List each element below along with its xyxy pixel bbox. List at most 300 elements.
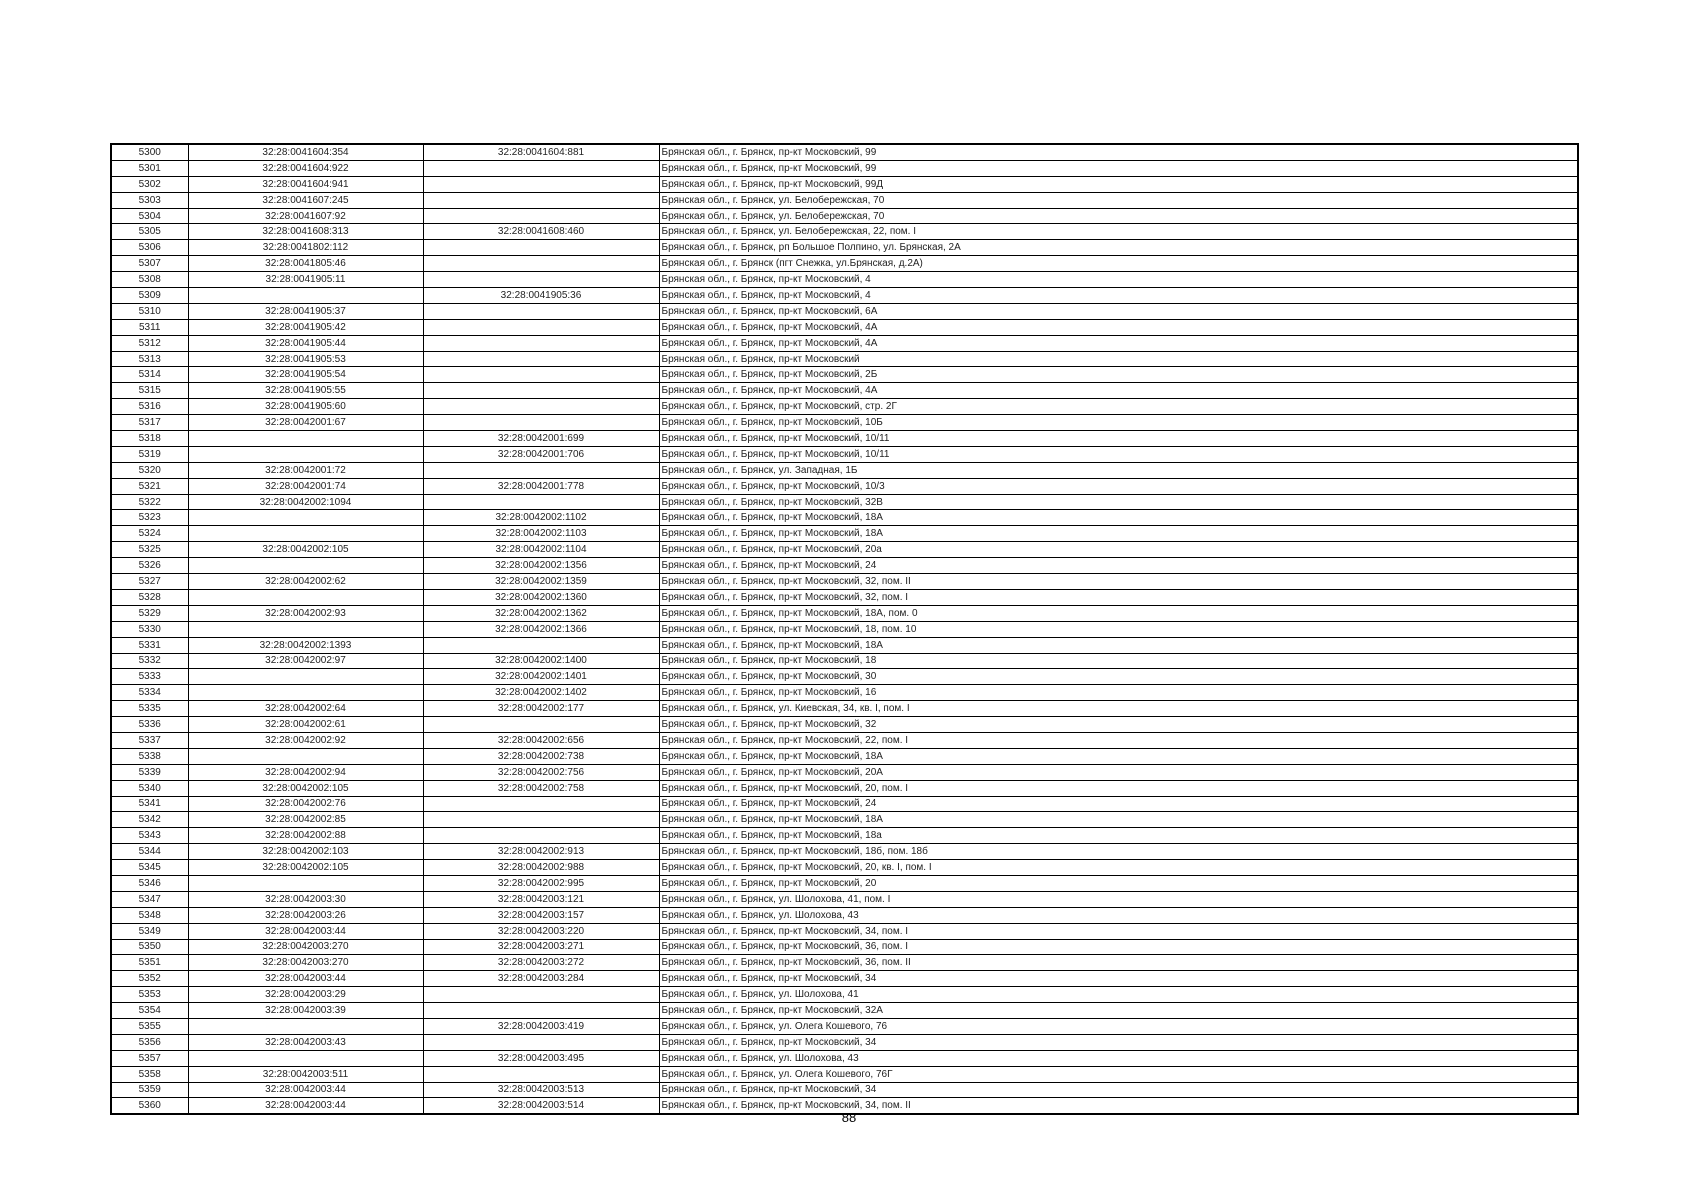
cadastral-number-cell xyxy=(188,685,423,701)
cadastral-number-cell: 32:28:0042002:97 xyxy=(188,653,423,669)
cadastral-number-cell: 32:28:0041905:44 xyxy=(188,335,423,351)
address-cell: Брянская обл., г. Брянск, ул. Киевская, 34, кв. I, пом. I xyxy=(659,701,1578,717)
cadastral-number-cell: 32:28:0042002:94 xyxy=(188,764,423,780)
row-number-cell: 5341 xyxy=(111,796,188,812)
row-number-cell: 5355 xyxy=(111,1018,188,1034)
premises-number-cell xyxy=(423,415,659,431)
premises-number-cell xyxy=(423,828,659,844)
premises-number-cell xyxy=(423,812,659,828)
address-cell: Брянская обл., г. Брянск, пр-кт Московский, 10Б xyxy=(659,415,1578,431)
row-number-cell: 5321 xyxy=(111,478,188,494)
row-number-cell: 5328 xyxy=(111,589,188,605)
address-cell: Брянская обл., г. Брянск, пр-кт Московский, 4 xyxy=(659,272,1578,288)
row-number-cell: 5360 xyxy=(111,1098,188,1114)
premises-number-cell: 32:28:0042003:121 xyxy=(423,891,659,907)
row-number-cell: 5313 xyxy=(111,351,188,367)
cadastral-number-cell: 32:28:0042003:29 xyxy=(188,987,423,1003)
cadastral-number-cell: 32:28:0042003:270 xyxy=(188,955,423,971)
premises-number-cell: 32:28:0042002:758 xyxy=(423,780,659,796)
cadastral-number-cell xyxy=(188,1050,423,1066)
table-row xyxy=(111,272,1578,288)
premises-number-cell: 32:28:0042001:706 xyxy=(423,446,659,462)
premises-number-cell: 32:28:0042003:271 xyxy=(423,939,659,955)
table-row xyxy=(111,1082,1578,1098)
premises-number-cell: 32:28:0042002:1401 xyxy=(423,669,659,685)
row-number-cell: 5336 xyxy=(111,717,188,733)
cadastral-number-cell xyxy=(188,526,423,542)
row-number-cell: 5351 xyxy=(111,955,188,971)
cadastral-number-cell: 32:28:0042003:39 xyxy=(188,1003,423,1019)
table-row xyxy=(111,335,1578,351)
address-cell: Брянская обл., г. Брянск, пр-кт Московский, 22, пом. I xyxy=(659,732,1578,748)
premises-number-cell xyxy=(423,272,659,288)
premises-number-cell: 32:28:0041608:460 xyxy=(423,224,659,240)
row-number-cell: 5324 xyxy=(111,526,188,542)
table-row xyxy=(111,383,1578,399)
address-cell: Брянская обл., г. Брянск, пр-кт Московский, 24 xyxy=(659,558,1578,574)
premises-number-cell: 32:28:0042002:913 xyxy=(423,844,659,860)
table-row xyxy=(111,192,1578,208)
address-cell: Брянская обл., г. Брянск, пр-кт Московский, 20а xyxy=(659,542,1578,558)
cadastral-number-cell xyxy=(188,431,423,447)
cadastral-number-cell: 32:28:0042003:44 xyxy=(188,1082,423,1098)
table-row xyxy=(111,160,1578,176)
table-row xyxy=(111,780,1578,796)
row-number-cell: 5316 xyxy=(111,399,188,415)
cadastral-number-cell: 32:28:0041608:313 xyxy=(188,224,423,240)
row-number-cell: 5305 xyxy=(111,224,188,240)
table-row xyxy=(111,526,1578,542)
address-cell: Брянская обл., г. Брянск, пр-кт Московский, 16 xyxy=(659,685,1578,701)
page-number: 88 xyxy=(841,1110,857,1125)
table-row xyxy=(111,621,1578,637)
table-row xyxy=(111,844,1578,860)
cadastral-number-cell: 32:28:0041905:11 xyxy=(188,272,423,288)
row-number-cell: 5353 xyxy=(111,987,188,1003)
cadastral-number-cell xyxy=(188,669,423,685)
table-row xyxy=(111,256,1578,272)
table-body xyxy=(111,144,1578,1114)
row-number-cell: 5335 xyxy=(111,701,188,717)
cadastral-number-cell: 32:28:0041805:46 xyxy=(188,256,423,272)
premises-number-cell: 32:28:0042002:1402 xyxy=(423,685,659,701)
cadastral-number-cell: 32:28:0042002:105 xyxy=(188,542,423,558)
table-row xyxy=(111,891,1578,907)
cadastral-number-cell: 32:28:0042002:76 xyxy=(188,796,423,812)
cadastral-number-cell: 32:28:0041607:245 xyxy=(188,192,423,208)
address-cell: Брянская обл., г. Брянск, пр-кт Московский, 18А, пом. 0 xyxy=(659,605,1578,621)
premises-number-cell: 32:28:0041905:36 xyxy=(423,288,659,304)
cadastral-number-cell: 32:28:0042002:61 xyxy=(188,717,423,733)
table-row xyxy=(111,367,1578,383)
cadastral-number-cell: 32:28:0042003:43 xyxy=(188,1034,423,1050)
cadastral-number-cell: 32:28:0042003:26 xyxy=(188,907,423,923)
address-cell: Брянская обл., г. Брянск, пр-кт Московский, 10/3 xyxy=(659,478,1578,494)
row-number-cell: 5340 xyxy=(111,780,188,796)
address-cell: Брянская обл., г. Брянск, пр-кт Московский, 34 xyxy=(659,1034,1578,1050)
cadastral-number-cell xyxy=(188,288,423,304)
address-cell: Брянская обл., г. Брянск, пр-кт Московский, 4 xyxy=(659,288,1578,304)
table-row xyxy=(111,1050,1578,1066)
address-cell: Брянская обл., г. Брянск, пр-кт Московский, 4А xyxy=(659,335,1578,351)
table-row xyxy=(111,701,1578,717)
address-cell: Брянская обл., г. Брянск, пр-кт Московский, 18А xyxy=(659,510,1578,526)
row-number-cell: 5342 xyxy=(111,812,188,828)
premises-number-cell xyxy=(423,494,659,510)
cadastral-number-cell: 32:28:0041604:922 xyxy=(188,160,423,176)
table-row xyxy=(111,669,1578,685)
address-cell: Брянская обл., г. Брянск (пгт Снежка, ул.Брянская, д.2А) xyxy=(659,256,1578,272)
cadastral-number-cell: 32:28:0042002:88 xyxy=(188,828,423,844)
table-row xyxy=(111,431,1578,447)
address-cell: Брянская обл., г. Брянск, ул. Белобережская, 22, пом. I xyxy=(659,224,1578,240)
address-cell: Брянская обл., г. Брянск, пр-кт Московский, 2Б xyxy=(659,367,1578,383)
address-cell: Брянская обл., г. Брянск, ул. Шолохова, 43 xyxy=(659,907,1578,923)
address-cell: Брянская обл., г. Брянск, рп Большое Полпино, ул. Брянская, 2А xyxy=(659,240,1578,256)
cadastral-number-cell: 32:28:0042002:92 xyxy=(188,732,423,748)
premises-number-cell: 32:28:0042002:1103 xyxy=(423,526,659,542)
row-number-cell: 5315 xyxy=(111,383,188,399)
table-row xyxy=(111,860,1578,876)
row-number-cell: 5310 xyxy=(111,303,188,319)
address-cell: Брянская обл., г. Брянск, пр-кт Московский, 18А xyxy=(659,748,1578,764)
row-number-cell: 5303 xyxy=(111,192,188,208)
premises-number-cell xyxy=(423,399,659,415)
table-row xyxy=(111,685,1578,701)
address-cell: Брянская обл., г. Брянск, пр-кт Московский, 36, пом. II xyxy=(659,955,1578,971)
premises-number-cell: 32:28:0042002:1366 xyxy=(423,621,659,637)
address-cell: Брянская обл., г. Брянск, пр-кт Московский, 34, пом. I xyxy=(659,923,1578,939)
cadastral-number-cell xyxy=(188,446,423,462)
table-row xyxy=(111,288,1578,304)
cadastral-number-cell xyxy=(188,589,423,605)
row-number-cell: 5325 xyxy=(111,542,188,558)
cadastral-number-cell: 32:28:0042002:62 xyxy=(188,574,423,590)
cadastral-number-cell: 32:28:0042003:511 xyxy=(188,1066,423,1082)
row-number-cell: 5346 xyxy=(111,875,188,891)
address-cell: Брянская обл., г. Брянск, пр-кт Московский, 34 xyxy=(659,1082,1578,1098)
table-row xyxy=(111,319,1578,335)
cadastral-number-cell: 32:28:0042003:44 xyxy=(188,1098,423,1114)
table-row xyxy=(111,351,1578,367)
table-row xyxy=(111,987,1578,1003)
address-cell: Брянская обл., г. Брянск, ул. Шолохова, 41, пом. I xyxy=(659,891,1578,907)
address-cell: Брянская обл., г. Брянск, пр-кт Московский, 20, кв. I, пом. I xyxy=(659,860,1578,876)
row-number-cell: 5312 xyxy=(111,335,188,351)
table-row xyxy=(111,605,1578,621)
premises-number-cell: 32:28:0041604:881 xyxy=(423,144,659,160)
row-number-cell: 5339 xyxy=(111,764,188,780)
table-row xyxy=(111,574,1578,590)
table-row xyxy=(111,971,1578,987)
premises-number-cell xyxy=(423,351,659,367)
row-number-cell: 5330 xyxy=(111,621,188,637)
address-cell: Брянская обл., г. Брянск, пр-кт Московский, 18А xyxy=(659,526,1578,542)
premises-number-cell: 32:28:0042002:1359 xyxy=(423,574,659,590)
row-number-cell: 5358 xyxy=(111,1066,188,1082)
cadastral-number-cell: 32:28:0042002:64 xyxy=(188,701,423,717)
address-cell: Брянская обл., г. Брянск, пр-кт Московский, 18А xyxy=(659,637,1578,653)
premises-number-cell: 32:28:0042002:1102 xyxy=(423,510,659,526)
cadastral-number-cell: 32:28:0041905:55 xyxy=(188,383,423,399)
table-row xyxy=(111,478,1578,494)
row-number-cell: 5302 xyxy=(111,176,188,192)
row-number-cell: 5329 xyxy=(111,605,188,621)
address-cell: Брянская обл., г. Брянск, пр-кт Московский, 4А xyxy=(659,383,1578,399)
row-number-cell: 5327 xyxy=(111,574,188,590)
premises-number-cell xyxy=(423,192,659,208)
table-row xyxy=(111,955,1578,971)
table-row xyxy=(111,653,1578,669)
table-row xyxy=(111,812,1578,828)
row-number-cell: 5301 xyxy=(111,160,188,176)
cadastral-number-cell: 32:28:0042002:105 xyxy=(188,860,423,876)
premises-number-cell xyxy=(423,335,659,351)
cadastral-number-cell: 32:28:0042001:72 xyxy=(188,462,423,478)
premises-number-cell: 32:28:0042003:220 xyxy=(423,923,659,939)
premises-number-cell xyxy=(423,637,659,653)
table-row xyxy=(111,748,1578,764)
cadastral-number-cell: 32:28:0042001:74 xyxy=(188,478,423,494)
row-number-cell: 5349 xyxy=(111,923,188,939)
address-cell: Брянская обл., г. Брянск, пр-кт Московский, 18б, пом. 18б xyxy=(659,844,1578,860)
row-number-cell: 5348 xyxy=(111,907,188,923)
table-row xyxy=(111,907,1578,923)
row-number-cell: 5359 xyxy=(111,1082,188,1098)
row-number-cell: 5350 xyxy=(111,939,188,955)
cadastral-number-cell: 32:28:0041905:53 xyxy=(188,351,423,367)
premises-number-cell xyxy=(423,367,659,383)
premises-number-cell: 32:28:0042003:284 xyxy=(423,971,659,987)
address-cell: Брянская обл., г. Брянск, пр-кт Московский, 10/11 xyxy=(659,446,1578,462)
row-number-cell: 5323 xyxy=(111,510,188,526)
address-cell: Брянская обл., г. Брянск, пр-кт Московский, стр. 2Г xyxy=(659,399,1578,415)
cadastral-number-cell: 32:28:0042002:93 xyxy=(188,605,423,621)
premises-number-cell xyxy=(423,462,659,478)
row-number-cell: 5347 xyxy=(111,891,188,907)
row-number-cell: 5337 xyxy=(111,732,188,748)
premises-number-cell xyxy=(423,1066,659,1082)
table-row xyxy=(111,589,1578,605)
table-row xyxy=(111,176,1578,192)
address-cell: Брянская обл., г. Брянск, пр-кт Московский, 36, пом. I xyxy=(659,939,1578,955)
address-cell: Брянская обл., г. Брянск, пр-кт Московский, 99 xyxy=(659,160,1578,176)
row-number-cell: 5319 xyxy=(111,446,188,462)
address-cell: Брянская обл., г. Брянск, пр-кт Московский, 32, пом. I xyxy=(659,589,1578,605)
cadastral-number-cell xyxy=(188,1018,423,1034)
premises-number-cell: 32:28:0042003:495 xyxy=(423,1050,659,1066)
address-cell: Брянская обл., г. Брянск, пр-кт Московский, 32В xyxy=(659,494,1578,510)
address-cell: Брянская обл., г. Брянск, пр-кт Московский, 34 xyxy=(659,971,1578,987)
cadastral-number-cell: 32:28:0042002:103 xyxy=(188,844,423,860)
premises-number-cell: 32:28:0042001:778 xyxy=(423,478,659,494)
table-row xyxy=(111,446,1578,462)
premises-number-cell: 32:28:0042002:1400 xyxy=(423,653,659,669)
row-number-cell: 5311 xyxy=(111,319,188,335)
cadastral-number-cell: 32:28:0042003:44 xyxy=(188,971,423,987)
address-cell: Брянская обл., г. Брянск, ул. Белобережская, 70 xyxy=(659,208,1578,224)
premises-number-cell: 32:28:0042002:1104 xyxy=(423,542,659,558)
row-number-cell: 5333 xyxy=(111,669,188,685)
address-cell: Брянская обл., г. Брянск, пр-кт Московский, 34, пом. II xyxy=(659,1098,1578,1114)
address-cell: Брянская обл., г. Брянск, пр-кт Московский, 18А xyxy=(659,812,1578,828)
table-row xyxy=(111,494,1578,510)
table-row xyxy=(111,240,1578,256)
cadastral-number-cell: 32:28:0041905:42 xyxy=(188,319,423,335)
cadastral-number-cell xyxy=(188,510,423,526)
premises-number-cell xyxy=(423,796,659,812)
premises-number-cell xyxy=(423,208,659,224)
row-number-cell: 5306 xyxy=(111,240,188,256)
premises-number-cell xyxy=(423,319,659,335)
cadastral-number-cell: 32:28:0041604:941 xyxy=(188,176,423,192)
premises-number-cell xyxy=(423,256,659,272)
row-number-cell: 5309 xyxy=(111,288,188,304)
premises-number-cell xyxy=(423,717,659,733)
address-cell: Брянская обл., г. Брянск, пр-кт Московский xyxy=(659,351,1578,367)
row-number-cell: 5304 xyxy=(111,208,188,224)
address-cell: Брянская обл., г. Брянск, пр-кт Московский, 30 xyxy=(659,669,1578,685)
address-cell: Брянская обл., г. Брянск, ул. Олега Кошевого, 76 xyxy=(659,1018,1578,1034)
premises-number-cell: 32:28:0042002:1360 xyxy=(423,589,659,605)
premises-number-cell xyxy=(423,987,659,1003)
cadastral-number-cell: 32:28:0041905:37 xyxy=(188,303,423,319)
table-row xyxy=(111,1066,1578,1082)
cadastral-number-cell: 32:28:0041905:60 xyxy=(188,399,423,415)
premises-number-cell: 32:28:0042002:1356 xyxy=(423,558,659,574)
row-number-cell: 5345 xyxy=(111,860,188,876)
row-number-cell: 5317 xyxy=(111,415,188,431)
row-number-cell: 5344 xyxy=(111,844,188,860)
address-cell: Брянская обл., г. Брянск, пр-кт Московский, 10/11 xyxy=(659,431,1578,447)
table-row xyxy=(111,542,1578,558)
premises-number-cell xyxy=(423,1034,659,1050)
cadastral-number-cell: 32:28:0041802:112 xyxy=(188,240,423,256)
cadastral-number-cell: 32:28:0042002:105 xyxy=(188,780,423,796)
document-sheet xyxy=(110,143,1577,1115)
address-cell: Брянская обл., г. Брянск, пр-кт Московский, 32, пом. II xyxy=(659,574,1578,590)
cadastral-number-cell: 32:28:0041607:92 xyxy=(188,208,423,224)
table-row xyxy=(111,415,1578,431)
premises-number-cell: 32:28:0042002:988 xyxy=(423,860,659,876)
cadastral-number-cell: 32:28:0042003:270 xyxy=(188,939,423,955)
premises-number-cell: 32:28:0042003:157 xyxy=(423,907,659,923)
cadastral-number-cell xyxy=(188,621,423,637)
address-cell: Брянская обл., г. Брянск, пр-кт Московский, 20, пом. I xyxy=(659,780,1578,796)
table-row xyxy=(111,1003,1578,1019)
address-cell: Брянская обл., г. Брянск, пр-кт Московский, 99Д xyxy=(659,176,1578,192)
row-number-cell: 5300 xyxy=(111,144,188,160)
cadastral-number-cell: 32:28:0041905:54 xyxy=(188,367,423,383)
premises-number-cell: 32:28:0042003:514 xyxy=(423,1098,659,1114)
address-cell: Брянская обл., г. Брянск, ул. Олега Кошевого, 76Г xyxy=(659,1066,1578,1082)
cadastral-number-cell xyxy=(188,875,423,891)
table-row xyxy=(111,558,1578,574)
cadastral-number-cell: 32:28:0042001:67 xyxy=(188,415,423,431)
address-cell: Брянская обл., г. Брянск, пр-кт Московский, 18, пом. 10 xyxy=(659,621,1578,637)
cadastral-number-cell: 32:28:0042003:44 xyxy=(188,923,423,939)
premises-number-cell xyxy=(423,160,659,176)
table-row xyxy=(111,462,1578,478)
row-number-cell: 5354 xyxy=(111,1003,188,1019)
premises-number-cell xyxy=(423,1003,659,1019)
premises-number-cell: 32:28:0042003:419 xyxy=(423,1018,659,1034)
premises-number-cell: 32:28:0042001:699 xyxy=(423,431,659,447)
premises-number-cell: 32:28:0042002:656 xyxy=(423,732,659,748)
table-row xyxy=(111,224,1578,240)
address-cell: Брянская обл., г. Брянск, пр-кт Московский, 32А xyxy=(659,1003,1578,1019)
row-number-cell: 5332 xyxy=(111,653,188,669)
address-cell: Брянская обл., г. Брянск, ул. Шолохова, 41 xyxy=(659,987,1578,1003)
row-number-cell: 5352 xyxy=(111,971,188,987)
premises-number-cell: 32:28:0042002:177 xyxy=(423,701,659,717)
address-cell: Брянская обл., г. Брянск, пр-кт Московский, 18 xyxy=(659,653,1578,669)
table-row xyxy=(111,923,1578,939)
address-cell: Брянская обл., г. Брянск, пр-кт Московский, 99 xyxy=(659,144,1578,160)
table-row xyxy=(111,303,1578,319)
cadastral-number-cell xyxy=(188,558,423,574)
table-row xyxy=(111,796,1578,812)
address-cell: Брянская обл., г. Брянск, пр-кт Московский, 4А xyxy=(659,319,1578,335)
row-number-cell: 5356 xyxy=(111,1034,188,1050)
address-cell: Брянская обл., г. Брянск, пр-кт Московский, 18а xyxy=(659,828,1578,844)
row-number-cell: 5343 xyxy=(111,828,188,844)
premises-number-cell xyxy=(423,240,659,256)
address-cell: Брянская обл., г. Брянск, ул. Белобережская, 70 xyxy=(659,192,1578,208)
row-number-cell: 5334 xyxy=(111,685,188,701)
address-cell: Брянская обл., г. Брянск, ул. Шолохова, 43 xyxy=(659,1050,1578,1066)
row-number-cell: 5331 xyxy=(111,637,188,653)
cadastral-number-cell: 32:28:0042002:1094 xyxy=(188,494,423,510)
premises-number-cell: 32:28:0042002:738 xyxy=(423,748,659,764)
table-row xyxy=(111,510,1578,526)
cadastral-number-cell xyxy=(188,748,423,764)
address-cell: Брянская обл., г. Брянск, пр-кт Московский, 24 xyxy=(659,796,1578,812)
cadastral-number-cell: 32:28:0042003:30 xyxy=(188,891,423,907)
table-row xyxy=(111,875,1578,891)
row-number-cell: 5326 xyxy=(111,558,188,574)
row-number-cell: 5322 xyxy=(111,494,188,510)
row-number-cell: 5307 xyxy=(111,256,188,272)
table-row xyxy=(111,828,1578,844)
row-number-cell: 5318 xyxy=(111,431,188,447)
table-row xyxy=(111,399,1578,415)
property-table xyxy=(110,143,1579,1115)
table-row xyxy=(111,208,1578,224)
address-cell: Брянская обл., г. Брянск, пр-кт Московский, 32 xyxy=(659,717,1578,733)
table-row xyxy=(111,1018,1578,1034)
table-row xyxy=(111,764,1578,780)
row-number-cell: 5308 xyxy=(111,272,188,288)
table-row xyxy=(111,1034,1578,1050)
cadastral-number-cell: 32:28:0041604:354 xyxy=(188,144,423,160)
premises-number-cell xyxy=(423,176,659,192)
address-cell: Брянская обл., г. Брянск, пр-кт Московский, 20 xyxy=(659,875,1578,891)
address-cell: Брянская обл., г. Брянск, ул. Западная, 1Б xyxy=(659,462,1578,478)
premises-number-cell xyxy=(423,383,659,399)
premises-number-cell: 32:28:0042002:756 xyxy=(423,764,659,780)
row-number-cell: 5338 xyxy=(111,748,188,764)
premises-number-cell: 32:28:0042003:513 xyxy=(423,1082,659,1098)
table-row xyxy=(111,732,1578,748)
premises-number-cell: 32:28:0042003:272 xyxy=(423,955,659,971)
row-number-cell: 5320 xyxy=(111,462,188,478)
address-cell: Брянская обл., г. Брянск, пр-кт Московский, 20А xyxy=(659,764,1578,780)
premises-number-cell xyxy=(423,303,659,319)
table-row xyxy=(111,939,1578,955)
table-row xyxy=(111,637,1578,653)
row-number-cell: 5357 xyxy=(111,1050,188,1066)
